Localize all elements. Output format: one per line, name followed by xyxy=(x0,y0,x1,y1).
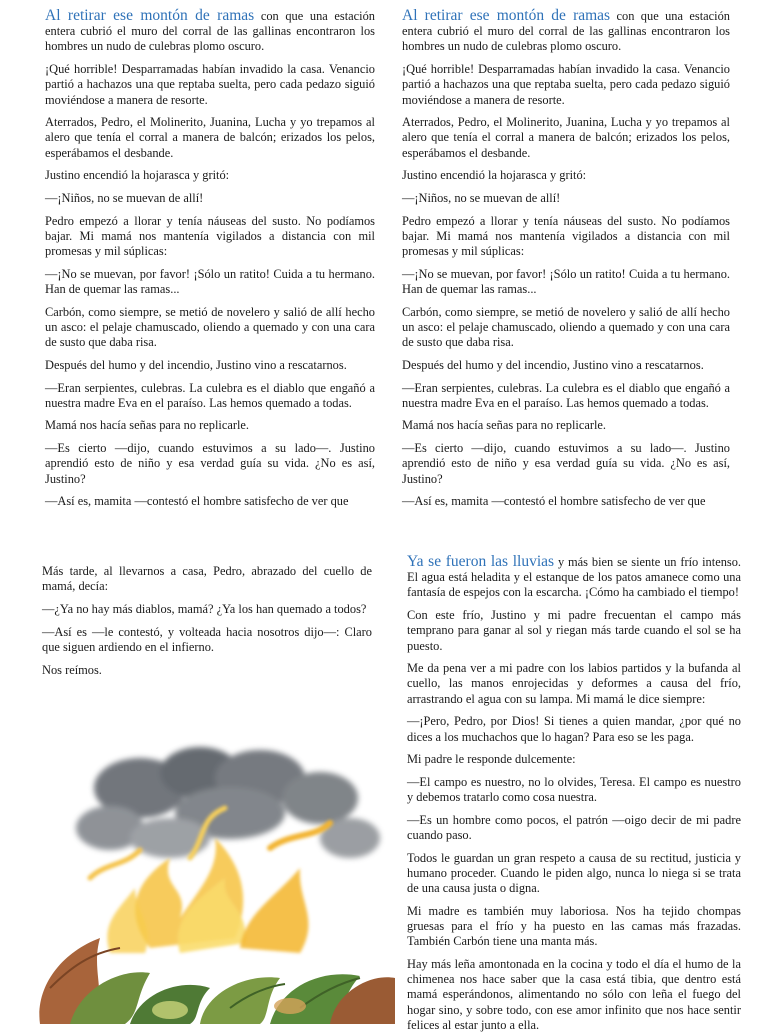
fire-illustration xyxy=(30,738,395,1024)
paragraph: ¡Qué horrible! Desparramadas habían invadido la casa. Venancio partió a hachazos una que reptaba suelta, pero cada pedazo siguió moviéndose a manera de resorte. xyxy=(45,62,375,107)
paragraph: Me da pena ver a mi padre con los labios partidos y la bufanda al cuello, las manos enrojecidas y deformes a causa del frío, arrastrando el agua con su lampa. Mi mamá le dice siempre: xyxy=(407,661,741,706)
bottom-left-column xyxy=(42,564,372,685)
paragraph: Hay más leña amontonada en la cocina y todo el día el humo de la chimenea nos hace saber que la casa está tibia, que dentro está mamá esperándonos, alimentando no sólo con leña el fuego del hogar sino, y sobre todo, con ese amor infinito que nos hace sentir felices al estar junto a ella. xyxy=(407,956,741,1032)
paragraph: Después del humo y del incendio, Justino vino a rescatarnos. xyxy=(45,357,347,372)
paragraph: Pedro empezó a llorar y tenía náuseas del susto. No podíamos bajar. Mi mamá nos mantenía vigilados a distancia con mil promesas y mil súplicas: xyxy=(45,213,375,259)
paragraph: —Es cierto —dijo, cuando estuvimos a su lado—. Justino aprendió esto de niño y esa verdad guía su vida. ¿No es así, Justino? xyxy=(402,441,730,486)
paragraph: —¿Ya no hay más diablos, mamá? ¿Ya los han quemado a todos? xyxy=(42,601,367,616)
lead-phrase: Al retirar ese montón de ramas xyxy=(402,7,611,24)
paragraph: Ya se fueron las lluvias y más bien se siente un frío intenso. El agua está heladita y el estanque de los patos amanece como una fantasía de espejos con la escarcha. ¡Cómo ha cambiado el tiempo! xyxy=(407,553,742,600)
paragraph: —¡Pero, Pedro, por Dios! Si tienes a quien mandar, ¿por qué no dices a los muchachos que lo hagan? Para eso se les paga. xyxy=(407,714,741,744)
paragraph: —Así es, mamita —contestó el hombre satisfecho de ver que xyxy=(402,494,706,509)
paragraph: Carbón, como siempre, se metió de novelero y salió de allí hecho un asco: el pelaje chamuscado, oliendo a quemado y con una cara de susto que daba risa. xyxy=(45,304,375,350)
paragraph: Justino encendió la hojarasca y gritó: xyxy=(402,168,587,183)
paragraph: —Eran serpientes, culebras. La culebra es el diablo que engañó a nuestra madre Eva en el paraíso. Las hemos quemado a todas. xyxy=(402,380,730,410)
bottom-right-column xyxy=(407,553,742,1032)
paragraph: —¡Niños, no se muevan de allí! xyxy=(402,191,561,206)
paragraph: Aterrados, Pedro, el Molinerito, Juanina, Lucha y yo trepamos al alero que tenía el corral a manera de balcón; erizados los pelos, esperábamos el desbande. xyxy=(402,115,730,160)
paragraph: —¡No se muevan, por favor! ¡Sólo un ratito! Cuida a tu hermano. Han de quemar las ramas... xyxy=(402,266,730,297)
paragraph: —Así es —le contestó, y volteada hacia nosotros dijo—: Claro que siguen ardiendo en el infierno. xyxy=(42,624,372,654)
paragraph: Mi madre es también muy laboriosa. Nos ha tejido chompas gruesas para el frío y ha puesto en las camas más frazadas. También Carbón tiene una manta más. xyxy=(407,903,741,949)
paragraph: —¡Niños, no se muevan de allí! xyxy=(45,191,204,206)
paragraph: Justino encendió la hojarasca y gritó: xyxy=(45,168,230,183)
paragraph: Mi padre le responde dulcemente: xyxy=(407,752,576,767)
paragraph: —Eran serpientes, culebras. La culebra es el diablo que engañó a nuestra madre Eva en el paraíso. Las hemos quemado a todas. xyxy=(45,380,375,410)
paragraph: —Es cierto —dijo, cuando estuvimos a su lado—. Justino aprendió esto de niño y esa verdad guía su vida. ¿No es así, Justino? xyxy=(45,441,375,486)
paragraph: Mamá nos hacía señas para no replicarle. xyxy=(402,418,607,433)
paragraph: Carbón, como siempre, se metió de novelero y salió de allí hecho un asco: el pelaje chamuscado, oliendo a quemado y con una cara de susto que daba risa. xyxy=(402,304,730,350)
paragraph: ¡Qué horrible! Desparramadas habían invadido la casa. Venancio partió a hachazos una que reptaba suelta, pero cada pedazo siguió moviéndose a manera de resorte. xyxy=(402,62,730,107)
paragraph: —El campo es nuestro, no lo olvides, Teresa. El campo es nuestro y debemos tratarlo como cosa nuestra. xyxy=(407,774,741,805)
paragraph: —Es un hombre como pocos, el patrón —oigo decir de mi padre cuando paso. xyxy=(407,812,741,843)
top-right-column xyxy=(402,8,730,513)
lead-phrase: Al retirar ese montón de ramas xyxy=(45,7,255,24)
paragraph: —Así es, mamita —contestó el hombre satisfecho de ver que xyxy=(45,494,349,509)
paragraph: Pedro empezó a llorar y tenía náuseas del susto. No podíamos bajar. Mi mamá nos mantenía vigilados a distancia con mil promesas y mil súplicas: xyxy=(402,213,730,259)
paragraph: Después del humo y del incendio, Justino vino a rescatarnos. xyxy=(402,357,704,372)
top-left-column xyxy=(45,8,375,513)
lead-phrase: Ya se fueron las lluvias xyxy=(407,553,555,570)
paragraph: Al retirar ese montón de ramas con que una estación entera cubrió el muro del corral de las gallinas encontraron los hombres un nudo de culebras plomo oscuro. xyxy=(45,7,375,54)
paragraph: Aterrados, Pedro, el Molinerito, Juanina, Lucha y yo trepamos al alero que tenía el corral a manera de balcón; erizados los pelos, esperábamos el desbande. xyxy=(45,115,375,160)
paragraph: Al retirar ese montón de ramas con que una estación entera cubrió el muro del corral de las gallinas encontraron los hombres un nudo de culebras plomo oscuro. xyxy=(402,7,730,54)
paragraph: Más tarde, al llevarnos a casa, Pedro, abrazado del cuello de mamá, decía: xyxy=(42,564,372,594)
paragraph: —¡No se muevan, por favor! ¡Sólo un ratito! Cuida a tu hermano. Han de quemar las ramas... xyxy=(45,266,375,297)
paragraph: Todos le guardan un gran respeto a causa de su rectitud, justicia y humano proceder. Cuando le piden algo, nunca lo niega si se trata de una causa justa o digna. xyxy=(407,850,741,896)
paragraph: Mamá nos hacía señas para no replicarle. xyxy=(45,418,250,433)
paragraph: Con este frío, Justino y mi padre frecuentan el campo más temprano para ganar al sol y riegan más tarde cuando el sol se ha puesto. xyxy=(407,608,741,653)
paragraph: Nos reímos. xyxy=(42,662,102,677)
